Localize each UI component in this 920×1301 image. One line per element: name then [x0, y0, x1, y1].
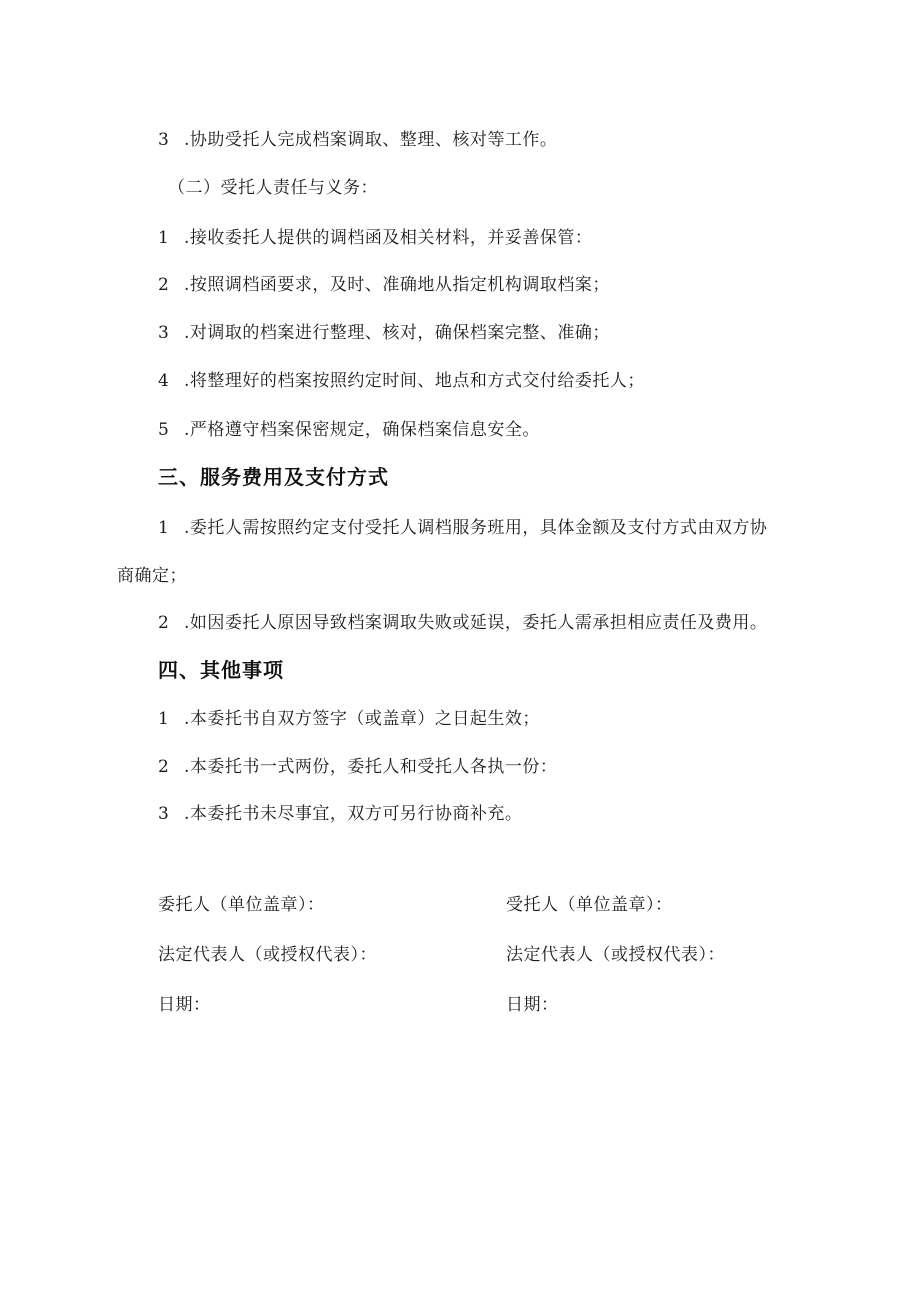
item-text: .接收委托人提供的调档函及相关材料，并妥善保管：	[184, 228, 593, 248]
list-item	[158, 273, 610, 297]
list-item	[158, 226, 592, 250]
list-item	[158, 516, 767, 540]
item-number: 1	[158, 518, 170, 538]
signature-date-left: 日期：	[158, 995, 211, 1015]
item-number: 2	[158, 613, 170, 633]
item-continuation: 商确定；	[117, 566, 187, 586]
item-number: 3	[158, 323, 170, 343]
item-text: .本委托书自双方签字（或盖章）之日起生效；	[184, 709, 540, 729]
list-item	[158, 707, 540, 731]
item-text: .委托人需按照约定支付受托人调档服务班用，具体金额及支付方式由双方协	[184, 518, 768, 538]
item-number: 3	[158, 804, 170, 824]
sub-heading: （二）受托人责任与义务：	[168, 178, 378, 198]
item-text: .将整理好的档案按照约定时间、地点和方式交付给委托人；	[184, 371, 645, 391]
list-item	[158, 321, 610, 345]
list-item	[158, 128, 557, 152]
item-text: .本委托书一式两份，委托人和受托人各执一份：	[184, 757, 558, 777]
item-number: 5	[158, 420, 170, 440]
signature-date-right: 日期：	[506, 995, 559, 1015]
item-number: 3	[158, 130, 170, 150]
item-text: .按照调档函要求，及时、准确地从指定机构调取档案；	[184, 275, 610, 295]
item-number: 2	[158, 275, 170, 295]
list-item	[158, 369, 645, 393]
signature-party-left: 委托人（单位盖章）：	[158, 895, 325, 915]
section-heading: 四、其他事项	[158, 658, 284, 682]
section-heading: 三、服务费用及支付方式	[158, 465, 389, 489]
list-item	[158, 611, 767, 635]
item-number: 4	[158, 371, 170, 391]
list-item	[158, 802, 522, 826]
item-text: .对调取的档案进行整理、核对，确保档案完整、准确；	[184, 323, 610, 343]
signature-representative-right: 法定代表人（或授权代表）：	[506, 945, 725, 965]
item-text: .严格遵守档案保密规定，确保档案信息安全。	[184, 420, 540, 440]
item-text: .本委托书未尽事宜，双方可另行协商补充。	[184, 804, 523, 824]
item-text: .如因委托人原因导致档案调取失败或延误，委托人需承担相应责任及费用。	[184, 613, 768, 633]
item-number: 2	[158, 757, 170, 777]
list-item	[158, 418, 540, 442]
signature-representative-left: 法定代表人（或授权代表）：	[158, 945, 377, 965]
item-text: .协助受托人完成档案调取、整理、核对等工作。	[184, 130, 558, 150]
item-number: 1	[158, 228, 170, 248]
signature-party-right: 受托人（单位盖章）：	[506, 895, 673, 915]
item-number: 1	[158, 709, 170, 729]
list-item	[158, 755, 557, 779]
